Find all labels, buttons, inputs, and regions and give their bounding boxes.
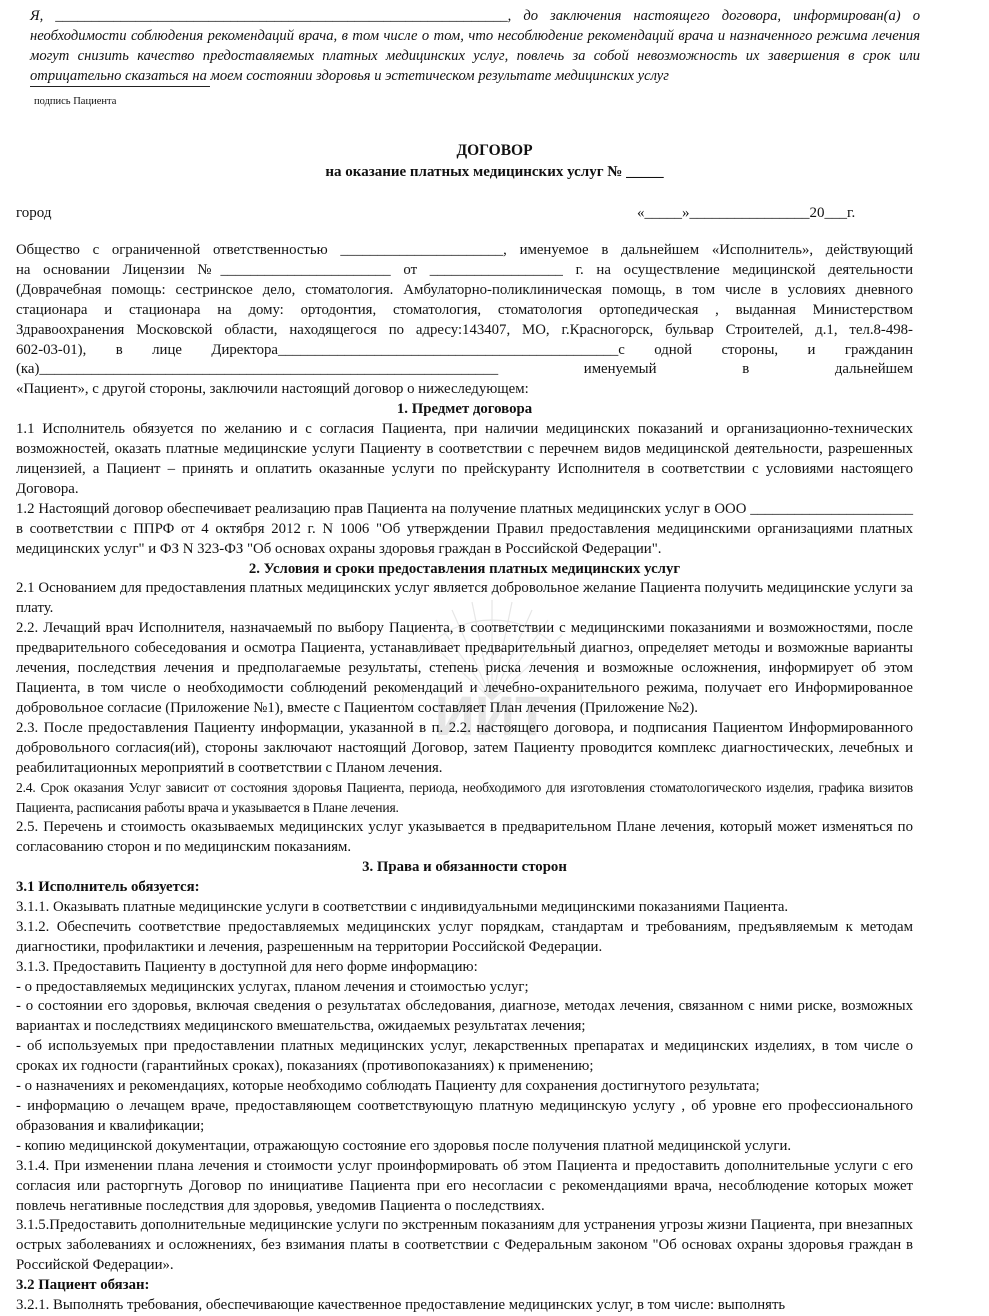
contract-paragraph: стационара и стационара на дому: ортодонтия, стоматология, стоматология ортопедическая , выданная Министерством <box>16 301 913 318</box>
contract-paragraph: 1.2 Настоящий договор обеспечивает реализацию прав Пациента на получение платных медицинских услуг в ООО ______________________ в соответствии с ППРФ от 4 октября 2012 г. N 1006 "Об утверждении Правил предоставления медицинскими организациями платных медицинских услуг" и ФЗ N 323-ФЗ "Об основах охраны здоровья граждан в Российской Федерации". <box>16 500 913 557</box>
signature-label: подпись Пациента <box>34 96 117 107</box>
date-field: «_____»________________20___г. <box>637 205 856 221</box>
contract-paragraph: - копию медицинской документации, отражающую состояние его здоровья после получения платной медицинской услуги. <box>16 1137 792 1154</box>
contract-paragraph: 2.5. Перечень и стоимость оказываемых медицинских услуг указывается в предварительном Плане лечения, который может изменяться по согласованию сторон и по медицинским показаниям. <box>16 819 913 856</box>
contract-paragraph: 3.1.2. Обеспечить соответствие предоставляемых медицинских услуг порядкам, стандартам и требованиям, предъявляемым к методам диагностики, профилактики и лечения, разрешенным на территории Российской Федерации. <box>16 918 913 955</box>
contract-paragraph: 2.3. После предоставления Пациенту информации, указанной в п. 2.2. настоящего договора, и подписания Пациентом Информированного добровольного согласия(ий), стороны заключают настоящий Договор, затем Пациенту проводится комплекс диагностических, лечебных и реабилитационных мероприятий в соответствии с Планом лечения. <box>16 719 913 776</box>
contract-paragraph: 3.2.1. Выполнять требования, обеспечивающие качественное предоставление медицинских услуг, в том числе: выполнять <box>16 1297 786 1314</box>
contract-paragraph: - о назначениях и рекомендациях, которые необходимо соблюдать Пациенту для сохранения достигнутого результата; <box>16 1078 760 1095</box>
contract-paragraph: 1.1 Исполнитель обязуется по желанию и с согласия Пациента, при наличии медицинских показаний и организационно-технических возможностей, оказать платные медицинские услуги Пациенту в соответствии с перечнем видов медицинской деятельности, разрешенных лицензией, а Пациент – принять и оплатить оказанные услуги по прейскуранту Исполнителя в соответствии с условиями настоящего Договора. <box>16 421 913 497</box>
contract-paragraph: - о состоянии его здоровья, включая сведения о результатах обследования, диагнозе, методах лечения, связанном с ними риске, возможных вариантах и последствиях медицинского вмешательства, ожидаемых результатах лечения; <box>16 998 913 1035</box>
watermark-logo-text: ИИТ <box>434 684 550 747</box>
subsection-heading: 3.1 Исполнитель обязуется: <box>16 879 200 895</box>
contract-paragraph: Здравоохранения Московской области, находящегося по адресу:143407, МО, г.Красногорск, бульвар Строителей, д.1, тел.8-498- <box>16 321 913 338</box>
document-title: ДОГОВОР <box>456 142 533 159</box>
section-heading: 1. Предмет договора <box>396 401 533 418</box>
subsection-heading: 3.2 Пациент обязан: <box>16 1277 150 1294</box>
contract-paragraph: 3.1.5.Предоставить дополнительные медицинские услуги по экстренным показаниям для устранения угрозы жизни Пациента, при внезапных острых заболеваниях и осложнениях, без взимания платы в соответствии с Федеральным законом "Об основах охраны здоровья граждан в Российской Федерации». <box>16 1217 913 1274</box>
contract-paragraph: 3.1.4. При изменении плана лечения и стоимости услуг проинформировать об этом Пациента и предоставить дополнительные услуги с его согласия или расторгнуть Договор по инициативе Пациента при его несогласии с рекомендациями врача, несоблюдение которых может повлечь негативные последствия для здоровья, уведомив Пациента о последствиях. <box>16 1157 913 1214</box>
contract-paragraph: - информацию о лечащем враче, предоставляющем соответствующую платную медицинскую услугу , об уровне его профессионального образования и квалификации; <box>16 1097 913 1134</box>
city-field: город <box>16 205 52 221</box>
contract-paragraph: 602-03-01), в лице Директора______________________________________________с одной стороны, и гражданин <box>16 341 913 358</box>
contract-paragraph: (Доврачебная помощь: сестринское дело, стоматология. Амбулаторно-поликлиническая помощь, в том числе в условиях дневного <box>16 281 913 298</box>
contract-paragraph: - об используемых при предоставлении платных медицинских услуг, лекарственных препаратах и медицинских изделиях, в том числе о сроках их годности (гарантийных сроках), показаниях (противопоказаниях) к применению; <box>16 1038 913 1075</box>
contract-paragraph: 3.1.1. Оказывать платные медицинские услуги в соответствии с индивидуальными медицинскими показаниями Пациента. <box>16 898 789 915</box>
document-subtitle: на оказание платных медицинских услуг № _____ <box>325 164 664 180</box>
contract-body <box>16 241 913 1316</box>
contract-paragraph: «Пациент», с другой стороны, заключили настоящий договор о нижеследующем: <box>16 381 529 398</box>
contract-paragraph: Общество с ограниченной ответственностью ______________________, именуемое в дальнейшем «Исполнитель», действующий <box>16 242 913 258</box>
section-heading: 2. Условия и сроки предоставления платных медицинских услуг <box>248 560 681 577</box>
contract-paragraph: - о предоставляемых медицинских услугах, планом лечения и стоимостью услуг; <box>16 978 529 995</box>
section-heading: 3. Права и обязанности сторон <box>362 859 567 876</box>
contract-paragraph: 3.1.3. Предоставить Пациенту в доступной для него форме информацию: <box>16 958 478 975</box>
contract-paragraph: 2.1 Основанием для предоставления платных медицинских услуг является добровольное желание Пациента получить медицинские услуги за плату. <box>16 580 913 617</box>
contract-paragraph: 2.2. Лечащий врач Исполнителя, назначаемый по выбору Пациента, в соответствии с медицинскими показаниями и возможностями, после предварительного собеседования и осмотра Пациента, устанавливает предварительный диагноз, определяет методы и возможные варианты лечения, последствия лечения и предполагаемые результаты, степень риска лечения и возможные осложнения, информирует об этом Пациента, в том числе о необходимости соблюдений рекомендаций и лечебно-охранительного режима, получает его Информированное добровольное согласие (Приложение №1), вместе с Пациентом составляет План лечения (Приложение №2). <box>16 620 913 716</box>
intro-statement: Я, ______________________________________________________________, до заключения настоящего договора, информирован(а) о необходимости соблюдения рекомендаций врача, в том числе о том, что несоблюдение рекомендаций врача и назначенного режима лечения могут снизить качество предоставляемых платных медицинских услуг, повлечь за собой невозможность их завершения в срок или отрицательно сказаться на моем состоянии здоровья и эстетическом результате медицинских услуг <box>30 8 920 84</box>
contract-paragraph: 2.4. Срок оказания Услуг зависит от состояния здоровья Пациента, периода, необходимого для изготовления стоматологического изделия, графика визитов Пациента, расписания работы врача и указывается в Плане лечения. <box>16 780 913 816</box>
contract-paragraph: (ка)______________________________________________________________ именуемый в дальнейшем <box>16 361 913 378</box>
signature-line <box>30 86 210 87</box>
contract-paragraph: на основании Лицензии №_______________________ от __________________ г. на осуществление медицинской деятельности <box>16 261 913 278</box>
